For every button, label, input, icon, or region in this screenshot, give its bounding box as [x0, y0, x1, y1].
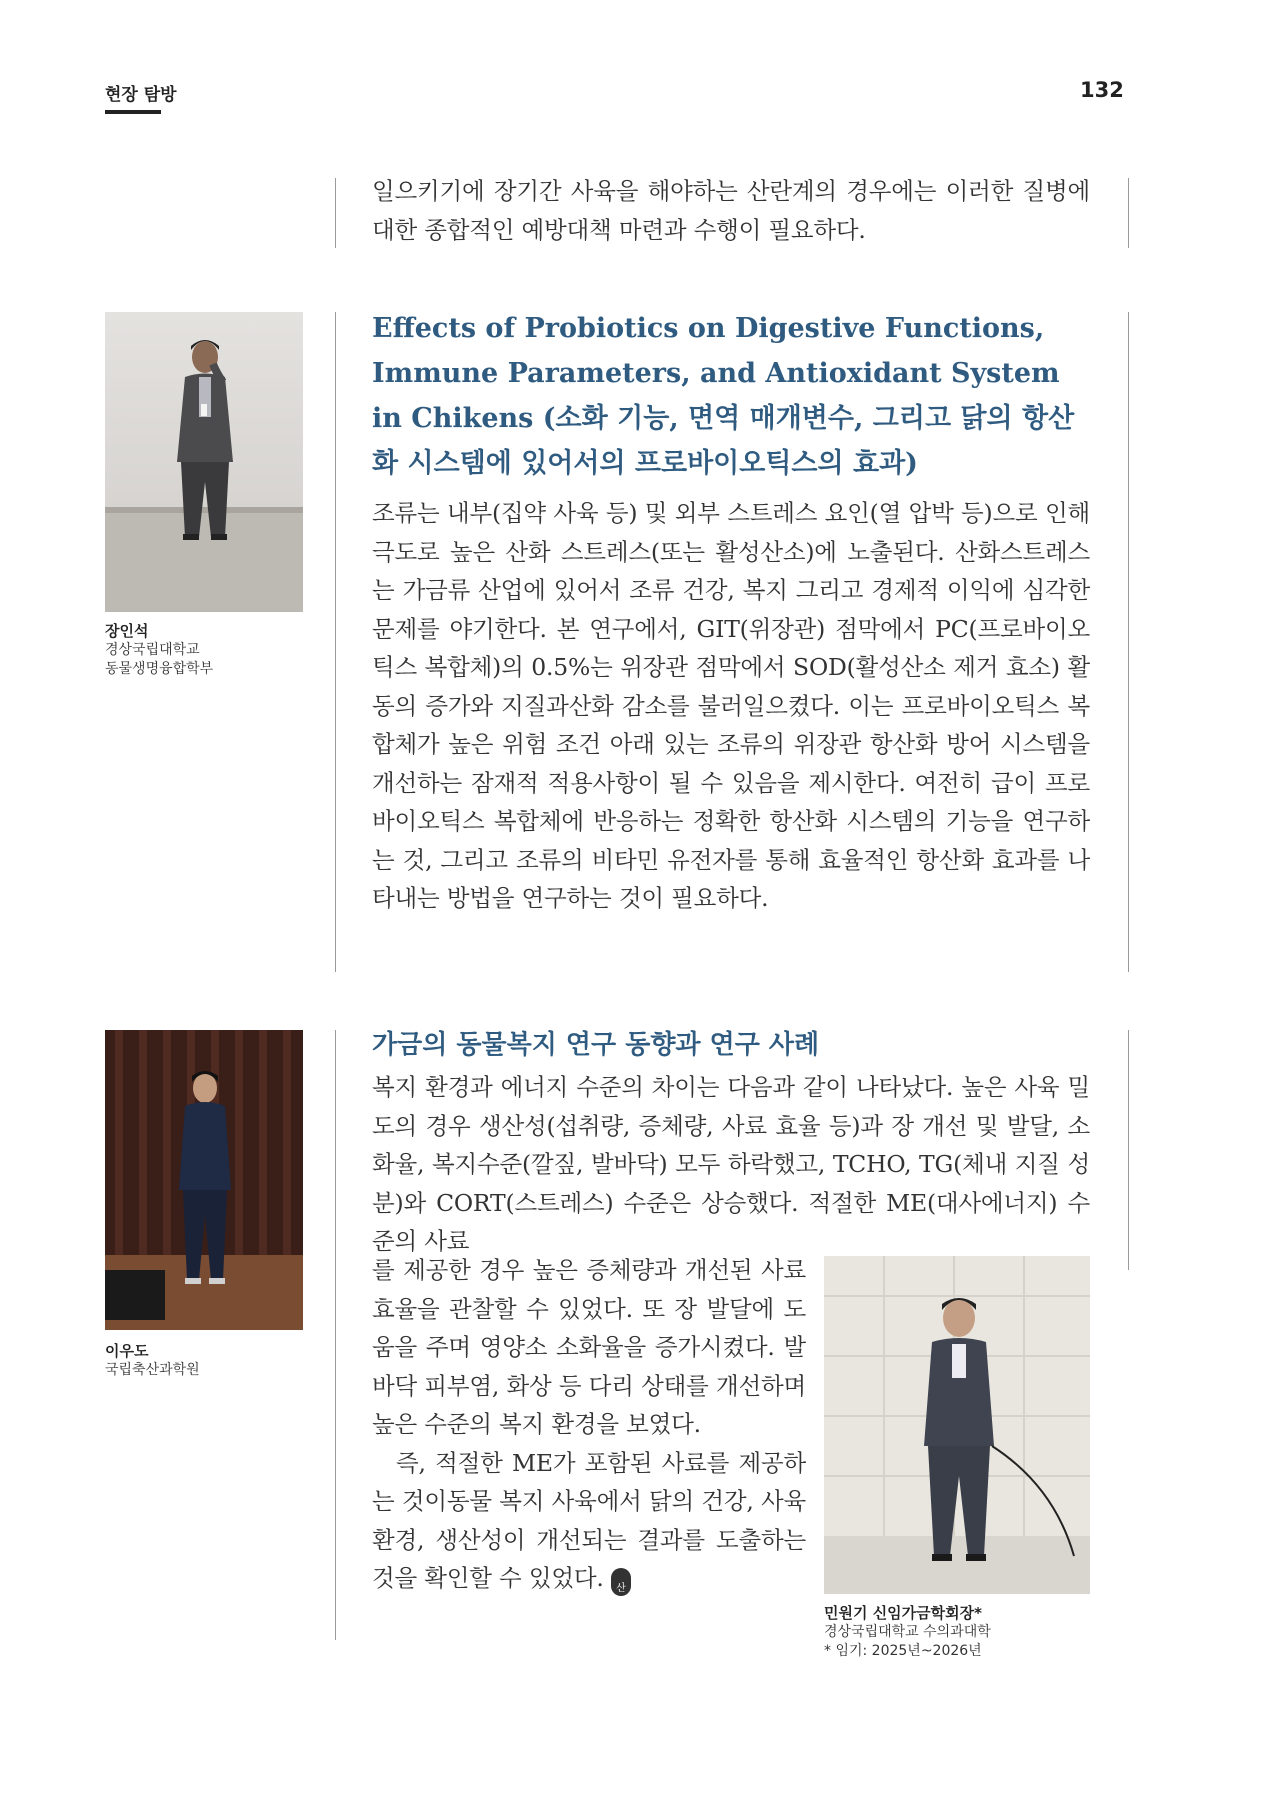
intro-paragraph: 일으키기에 장기간 사육을 해야하는 산란계의 경우에는 이러한 질병에 대한 종합적인 예방대책 마련과 수행이 필요하다.: [372, 177, 1090, 244]
speaker-affiliation: 국립축산과학원: [105, 1362, 200, 1378]
end-mark-icon: 축 산: [611, 1568, 631, 1596]
article1-body: 조류는 내부(집약 사육 등) 및 외부 스트레스 요인(열 압박 등)으로 인해 극도로 높은 산화 스트레스(또는 활성산소)에 노출된다. 산화스트레스는 가금류 산업에 있어서 조류 건강, 복지 그리고 경제적 이익에 심각한 문제를 야기한다. 본 연구에서, GIT(위장관) 점막에서 PC(프로바이오틱스 복합체)의 0.5%는 위장관 점막에서 SOD(활성산소 제거 효소) 활동의 증가와 지질과산화 감소를 불러일으켰다. 이는 프로바이오틱스 복합체가 높은 위험 조건 아래 있는 조류의 위장관 항산화 방어 시스템을 개선하는 잠재적 적용사항이 될 수 있음을 제시한다. 여전히 급이 프로바이오틱스 복합체에 반응하는 정확한 항산화 시스템의 기능을 연구하는 것, 그리고 조류의 비타민 유전자를 통해 효율적인 항산화 효과를 나타내는 방법을 연구하는 것이 필요하다.: [372, 499, 1090, 912]
side-photo-note: * 임기: 2025년~2026년: [824, 1643, 982, 1659]
speaker-caption-lee: [105, 1342, 200, 1380]
closing-text: 즉, 적절한 ME가 포함된 사료를 제공하는 것이동물 복지 사육에서 닭의 건강, 사육환경, 생산성이 개선되는 결과를 도출하는 것을 확인할 수 있었다.: [372, 1448, 806, 1592]
article2-body-narrow: 를 제공한 경우 높은 증체량과 개선된 사료효율을 관찰할 수 있었다. 또 장 발달에 도움을 주며 영양소 소화율을 증가시켰다. 발바닥 피부염, 화상 등 다리 상태를 개선하며 높은 수준의 복지 환경을 보였다.: [372, 1256, 806, 1438]
speaker-photo-min: [824, 1256, 1090, 1594]
speaker-caption-jang: [105, 622, 213, 679]
article2-narrow-block: [372, 1251, 806, 1598]
left-rule-article2: [335, 1030, 336, 1640]
right-rule-article1: [1128, 312, 1129, 972]
side-photo-caption: [824, 1604, 991, 1661]
speaker-name: 이우도: [105, 1342, 149, 1360]
side-photo-name: 민원기 신임가금학회장*: [824, 1604, 982, 1622]
left-rule-intro: [335, 178, 336, 248]
article2-body-wide: 복지 환경과 에너지 수준의 차이는 다음과 같이 나타났다. 높은 사육 밀도의 경우 생산성(섭취량, 증체량, 사료 효율 등)과 장 개선 및 발달, 소화율, 복지수준(깔짚, 발바닥) 모두 하락했고, TCHO, TG(체내 지질 성분)와 CORT(스트레스) 수준은 상승했다. 적절한 ME(대사에너지) 수준의 사료: [372, 1073, 1090, 1255]
article1-title: Effects of Probiotics on Digestive Functions, Immune Parameters, and Antioxidant System in Chikens (소화 기능, 면역 매개변수, 그리고 닭의 항산화 시스템에 있어서의 프로바이오틱스의 효과): [372, 313, 1075, 479]
article2-body-closing: [372, 1444, 806, 1598]
speaker-name: 장인석: [105, 622, 149, 640]
side-photo-affiliation: 경상국립대학교 수의과대학: [824, 1624, 991, 1640]
section-title: 현장 탐방: [105, 85, 177, 105]
speaker-affiliation: 경상국립대학교: [105, 642, 200, 658]
left-rule-article1: [335, 312, 336, 972]
speaker-photo-lee: [105, 1030, 303, 1330]
right-rule-article2: [1128, 1030, 1129, 1270]
intro-block: [372, 172, 1090, 249]
article1-block: [372, 306, 1090, 918]
right-rule-intro: [1128, 178, 1129, 248]
speaker-photo-jang: [105, 312, 303, 612]
speaker-department: 동물생명융합학부: [105, 661, 214, 677]
page-number: 132: [1080, 78, 1124, 102]
article2-block: [372, 1024, 1090, 1261]
section-rule: [105, 110, 161, 114]
article2-title: 가금의 동물복지 연구 동향과 연구 사례: [372, 1030, 820, 1060]
